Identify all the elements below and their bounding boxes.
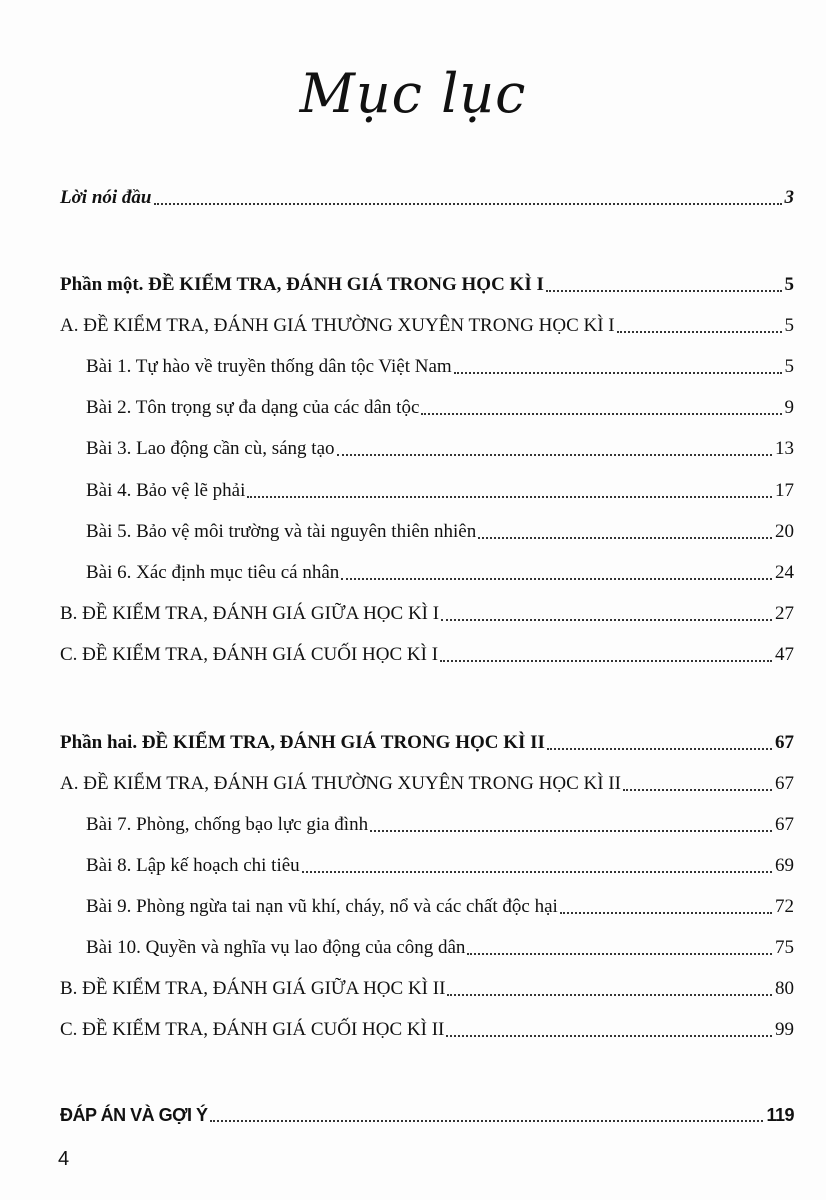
dot-leader (370, 830, 772, 832)
toc-entry-label: Bài 10. Quyền và nghĩa vụ lao động của công dân (86, 937, 466, 958)
toc-entry-page: 80 (775, 978, 794, 999)
toc-entry-label: A. ĐỀ KIỂM TRA, ĐÁNH GIÁ THƯỜNG XUYÊN TRONG HỌC KÌ I (60, 315, 615, 336)
toc-entry-label: Bài 4. Bảo vệ lẽ phải (86, 480, 246, 501)
dot-leader (478, 537, 772, 539)
dot-leader (337, 454, 772, 456)
toc-entry-page: 47 (775, 644, 794, 665)
dot-leader (247, 496, 772, 498)
toc-entry-label: Phần một. ĐỀ KIỂM TRA, ĐÁNH GIÁ TRONG HỌC KÌ I (60, 274, 544, 295)
toc-entry-label: B. ĐỀ KIỂM TRA, ĐÁNH GIÁ GIỮA HỌC KÌ I (60, 603, 440, 624)
dot-leader (421, 413, 781, 415)
toc-entry-label: Lời nói đầu (60, 187, 152, 208)
toc-entry-page: 24 (775, 562, 794, 583)
toc-entry-lesson[interactable] (86, 396, 794, 420)
toc-entry-lesson[interactable] (86, 520, 794, 544)
toc-entry-page: 27 (775, 603, 794, 624)
dot-leader (546, 290, 782, 292)
toc-entry-label: Bài 6. Xác định mục tiêu cá nhân (86, 562, 340, 583)
page-title: Mục lục (299, 62, 527, 125)
toc-entry-label: B. ĐỀ KIỂM TRA, ĐÁNH GIÁ GIỮA HỌC KÌ II (60, 978, 446, 999)
toc-entry-label: Bài 1. Tự hào về truyền thống dân tộc Việt Nam (86, 356, 452, 377)
toc-entry-section[interactable] (60, 1018, 794, 1042)
dot-leader (467, 953, 772, 955)
toc-entry-label: Bài 9. Phòng ngừa tai nạn vũ khí, cháy, nổ và các chất độc hại (86, 896, 558, 917)
dot-leader (547, 748, 772, 750)
toc-entry-preface[interactable] (60, 186, 794, 210)
dot-leader (617, 331, 782, 333)
toc-entry-lesson[interactable] (86, 437, 794, 461)
page-number: 4 (58, 1148, 70, 1170)
toc-entry-label: Bài 5. Bảo vệ môi trường và tài nguyên thiên nhiên (86, 521, 477, 542)
toc-entry-label: C. ĐỀ KIỂM TRA, ĐÁNH GIÁ CUỐI HỌC KÌ II (60, 1019, 445, 1040)
toc-entry-page: 20 (775, 521, 794, 542)
toc-entry-label: Bài 2. Tôn trọng sự đa dạng của các dân tộc (86, 397, 420, 418)
toc-entry-page: 5 (784, 315, 794, 336)
toc-entry-page: 75 (775, 937, 794, 958)
toc-entry-label: ĐÁP ÁN VÀ GỢI Ý (60, 1105, 208, 1125)
dot-leader (447, 994, 772, 996)
toc-entry-page: 119 (766, 1105, 794, 1125)
toc-entry-page: 3 (784, 187, 794, 208)
toc-entry-label: Bài 7. Phòng, chống bạo lực gia đình (86, 814, 369, 835)
toc-entry-answers[interactable] (60, 1103, 794, 1127)
toc-entry-page: 5 (784, 274, 794, 295)
toc-entry-label: Phần hai. ĐỀ KIỂM TRA, ĐÁNH GIÁ TRONG HỌC KÌ II (60, 732, 545, 753)
toc-entry-page: 13 (775, 438, 794, 459)
toc-entry-page: 9 (784, 397, 794, 418)
toc-entry-page: 67 (775, 814, 794, 835)
toc-entry-page: 67 (775, 732, 794, 753)
dot-leader (446, 1035, 772, 1037)
toc-entry-section[interactable] (60, 977, 794, 1001)
dot-leader (560, 912, 772, 914)
dot-leader (440, 660, 772, 662)
toc-entry-page: 5 (784, 356, 794, 377)
dot-leader (623, 789, 772, 791)
toc-entry-lesson[interactable] (86, 561, 794, 585)
dot-leader (154, 203, 782, 205)
dot-leader (454, 372, 782, 374)
toc-entry-page: 17 (775, 480, 794, 501)
toc-entry-label: Bài 3. Lao động cần cù, sáng tạo (86, 438, 335, 459)
toc-entry-lesson[interactable] (86, 895, 794, 919)
toc-entry-part-two[interactable] (60, 731, 794, 755)
dot-leader (210, 1120, 764, 1122)
toc-entry-lesson[interactable] (86, 479, 794, 503)
toc-entry-section[interactable] (60, 314, 794, 338)
toc-entry-lesson[interactable] (86, 813, 794, 837)
toc-entry-label: A. ĐỀ KIỂM TRA, ĐÁNH GIÁ THƯỜNG XUYÊN TRONG HỌC KÌ II (60, 773, 621, 794)
toc-entry-page: 99 (775, 1019, 794, 1040)
toc-entry-section[interactable] (60, 602, 794, 626)
dot-leader (441, 619, 772, 621)
toc-entry-lesson[interactable] (86, 936, 794, 960)
toc-entry-page: 69 (775, 855, 794, 876)
toc-entry-page: 67 (775, 773, 794, 794)
toc-entry-part-one[interactable] (60, 273, 794, 297)
dot-leader (302, 871, 772, 873)
toc-entry-lesson[interactable] (86, 854, 794, 878)
dot-leader (341, 578, 772, 580)
toc-entry-section[interactable] (60, 643, 794, 667)
toc-entry-page: 72 (775, 896, 794, 917)
toc-entry-label: Bài 8. Lập kế hoạch chi tiêu (86, 855, 300, 876)
toc-entry-label: C. ĐỀ KIỂM TRA, ĐÁNH GIÁ CUỐI HỌC KÌ I (60, 644, 439, 665)
toc-entry-lesson[interactable] (86, 355, 794, 379)
toc-entry-section[interactable] (60, 772, 794, 796)
